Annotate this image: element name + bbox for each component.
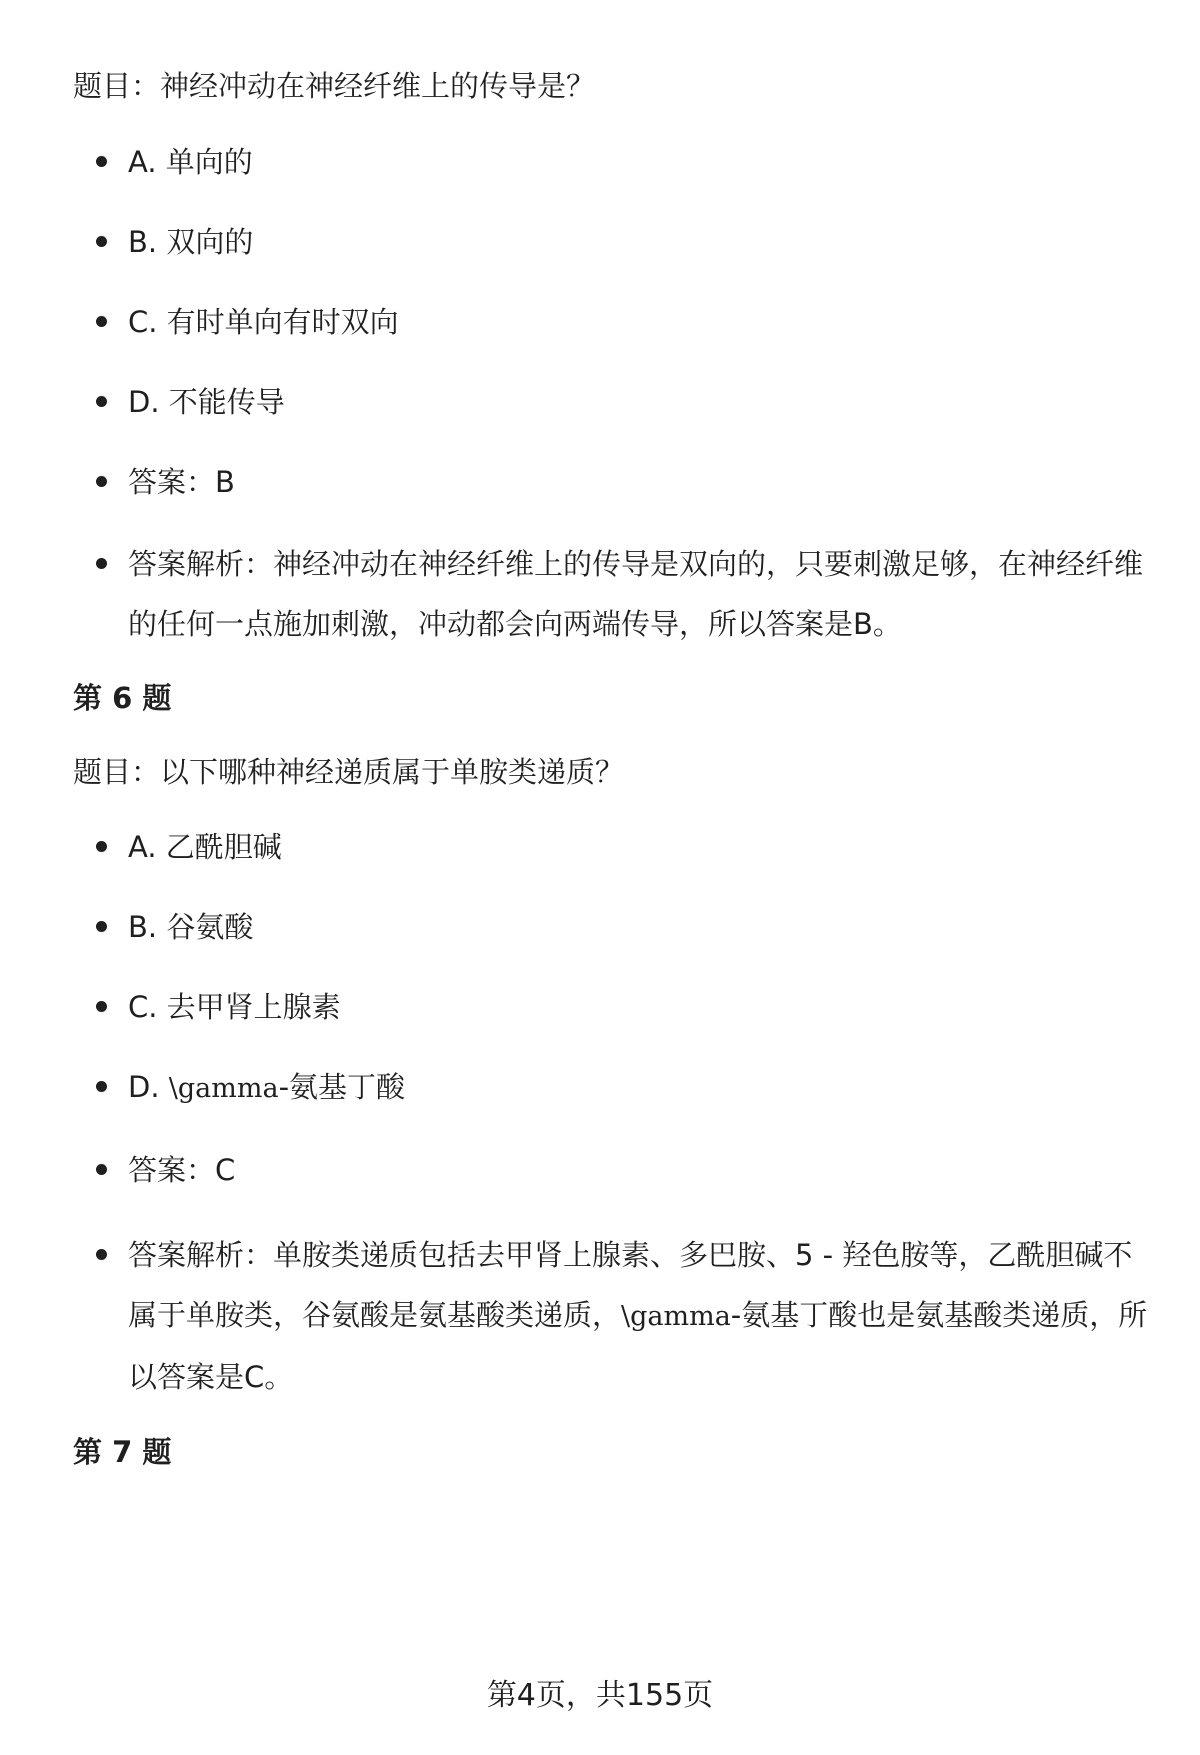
option-b: B. 双向的 — [128, 225, 254, 259]
bullet-icon — [96, 156, 107, 167]
explanation-part2: -氨基丁酸也是氨基酸类递质，所以答案是C。 — [128, 1298, 1148, 1394]
bullet-icon — [96, 558, 107, 569]
explanation-part1: 答案解析：单胺类递质包括去甲肾上腺素、多巴胺、5 - 羟色胺等，乙酰胆碱不属于单胺类，谷氨酸是氨基酸类递质， — [128, 1238, 1133, 1332]
bullet-icon — [96, 476, 107, 487]
question-stem: 题目：以下哪种神经递质属于单胺类递质？ — [73, 755, 625, 789]
option-d: D. 不能传导 — [128, 385, 285, 419]
answer-explanation — [128, 1225, 1158, 1407]
bullet-icon — [96, 1001, 107, 1012]
option-b: B. 谷氨酸 — [128, 910, 254, 944]
option-c: C. 有时单向有时双向 — [128, 305, 399, 339]
bullet-icon — [96, 1249, 107, 1260]
option-d-prefix: D. — [128, 1070, 169, 1104]
page-indicator: 第4页，共155页 — [486, 1678, 714, 1713]
answer: 答案：C — [128, 1153, 236, 1187]
bullet-icon — [96, 1164, 107, 1175]
gamma-symbol: \gamma — [168, 1073, 279, 1104]
gamma-symbol: \gamma — [621, 1301, 731, 1332]
option-d-suffix: -氨基丁酸 — [278, 1070, 406, 1104]
bullet-icon — [96, 236, 107, 247]
bullet-icon — [96, 841, 107, 852]
bullet-icon — [96, 396, 107, 407]
option-a: A. 乙酰胆碱 — [128, 830, 282, 864]
option-c: C. 去甲肾上腺素 — [128, 990, 341, 1024]
answer-explanation: 答案解析：神经冲动在神经纤维上的传导是双向的，只要刺激足够，在神经纤维的任何一点施加刺激，冲动都会向两端传导，所以答案是B。 — [128, 547, 1144, 641]
question-heading: 第 6 题 — [73, 681, 172, 715]
question-heading: 第 7 题 — [73, 1435, 172, 1469]
bullet-icon — [96, 316, 107, 327]
bullet-icon — [96, 921, 107, 932]
option-d — [128, 1067, 405, 1109]
answer: 答案：B — [128, 465, 235, 499]
option-a: A. 单向的 — [128, 145, 253, 179]
bullet-icon — [96, 1081, 107, 1092]
question-stem: 题目：神经冲动在神经纤维上的传导是？ — [73, 69, 596, 103]
